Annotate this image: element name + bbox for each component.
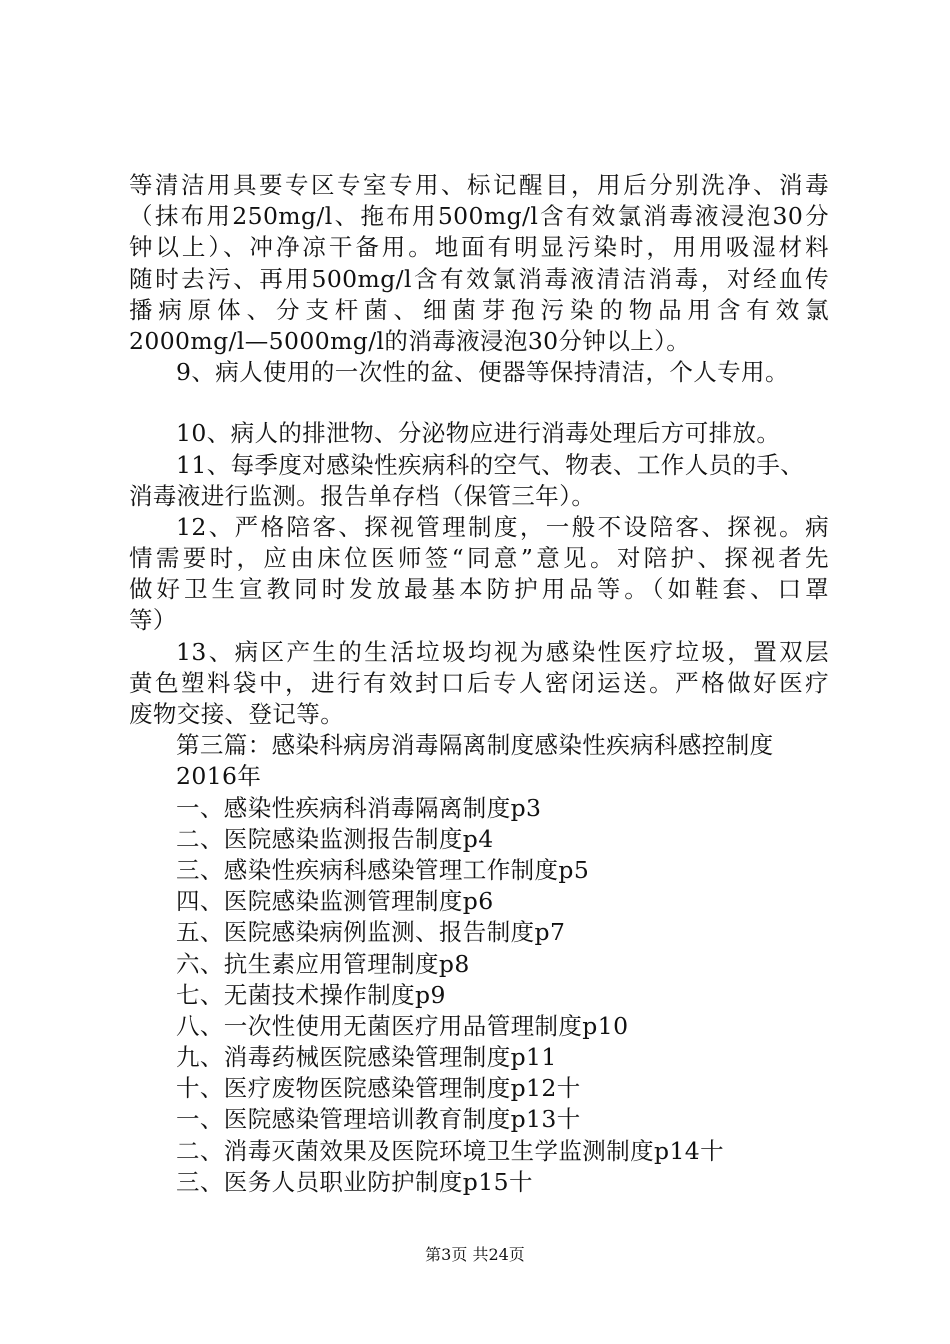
toc-item: 一、感染性疾病科消毒隔离制度p3 <box>176 793 542 822</box>
text-line: 等） <box>129 606 177 635</box>
text-line: 做好卫生宣教同时发放最基本防护用品等。（如鞋套、口罩 <box>129 575 829 604</box>
section-heading: 第三篇：感染科病房消毒隔离制度感染性疾病科感控制度 <box>176 731 774 760</box>
page-footer: 第3页 共24页 <box>425 1245 525 1264</box>
text-line: 2000mg/l—5000mg/l的消毒液浸泡30分钟以上）。 <box>129 326 691 355</box>
toc-item: 八、一次性使用无菌医疗用品管理制度p10 <box>176 1011 629 1040</box>
toc-item: 五、医院感染病例监测、报告制度p7 <box>176 918 566 947</box>
text-line: 废物交接、登记等。 <box>129 700 345 728</box>
toc-item: 九、消毒药械医院感染管理制度p11 <box>176 1043 557 1072</box>
text-line: 9、病人使用的一次性的盆、便器等保持清洁，个人专用。 <box>176 358 789 387</box>
text-line: 13、病区产生的生活垃圾均视为感染性医疗垃圾，置双层 <box>176 637 829 666</box>
paragraph-gap <box>129 388 829 418</box>
toc-item: 三、感染性疾病科感染管理工作制度p5 <box>176 855 590 884</box>
text-line: （抹布用250mg/l、拖布用500mg/l含有效氯消毒液浸泡30分 <box>129 202 829 231</box>
toc-item: 二、消毒灭菌效果及医院环境卫生学监测制度p14十 <box>176 1136 725 1165</box>
toc-item: 一、医院感染管理培训教育制度p13十 <box>176 1105 581 1134</box>
text-line: 黄色塑料袋中，进行有效封口后专人密闭运送。严格做好医疗 <box>129 668 829 697</box>
toc-item: 十、医疗废物医院感染管理制度p12十 <box>176 1074 581 1103</box>
text-line: 随时去污、再用500mg/l含有效氯消毒液清洁消毒，对经血传 <box>129 264 829 293</box>
text-line: 情需要时，应由床位医师签“同意”意见。对陪护、探视者先 <box>129 544 829 573</box>
toc-item: 三、医务人员职业防护制度p15十 <box>176 1167 533 1196</box>
text-line: 等清洁用具要专区专室专用、标记醒目，用后分别洗净、消毒 <box>129 171 829 199</box>
toc-item: 六、抗生素应用管理制度p8 <box>176 949 470 978</box>
toc-item: 七、无菌技术操作制度p9 <box>176 980 446 1009</box>
text-line: 10、病人的排泄物、分泌物应进行消毒处理后方可排放。 <box>176 419 781 448</box>
text-line: 消毒液进行监测。报告单存档（保管三年）。 <box>129 481 596 510</box>
toc-item: 二、医院感染监测报告制度p4 <box>176 824 494 853</box>
text-line: 11、每季度对感染性疾病科的空气、物表、工作人员的手、 <box>176 450 805 479</box>
text-line: 12、严格陪客、探视管理制度，一般不设陪客、探视。病 <box>176 512 829 541</box>
text-line: 2016年 <box>176 762 262 791</box>
text-line: 钟以上）、冲净凉干备用。地面有明显污染时，用用吸湿材料 <box>129 233 829 262</box>
toc-item: 四、医院感染监测管理制度p6 <box>176 887 494 916</box>
text-line: 播病原体、分支杆菌、细菌芽孢污染的物品用含有效氯 <box>129 295 829 324</box>
document-body <box>129 170 829 1198</box>
